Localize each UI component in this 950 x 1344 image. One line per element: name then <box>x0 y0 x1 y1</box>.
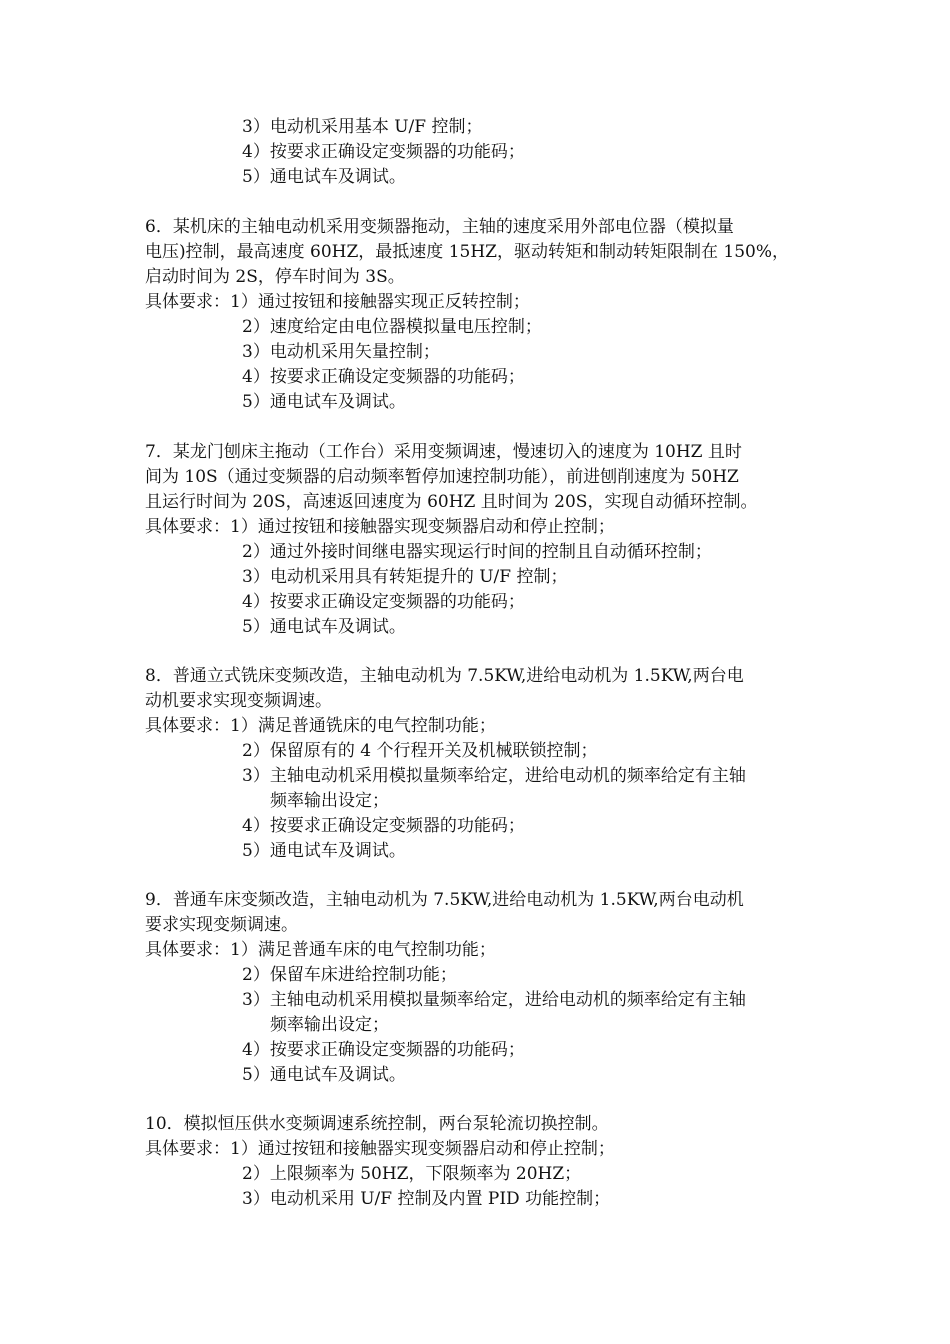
list-item: 4）按要求正确设定变频器的功能码； <box>242 367 525 387</box>
list-item: 4）按要求正确设定变频器的功能码； <box>242 142 525 162</box>
list-item: 5）通电试车及调试。 <box>242 841 406 861</box>
list-item: 4）按要求正确设定变频器的功能码； <box>242 1040 525 1060</box>
question-9-text: 要求实现变频调速。 <box>145 915 298 935</box>
question-10-text: 10．模拟恒压供水变频调速系统控制，两台泵轮流切换控制。 <box>145 1114 609 1134</box>
question-9-requirements: 具体要求：1）满足普通车床的电气控制功能； <box>145 940 496 960</box>
question-8-text: 动机要求实现变频调速。 <box>145 691 332 711</box>
list-item: 3）主轴电动机采用模拟量频率给定，进给电动机的频率给定有主轴 <box>242 990 746 1010</box>
question-7-text: 且运行时间为 20S，高速返回速度为 60HZ 且时间为 20S，实现自动循环控制。 <box>145 492 758 512</box>
question-7-text: 间为 10S（通过变频器的启动频率暂停加速控制功能），前进刨削速度为 50HZ <box>145 467 739 487</box>
question-6-text: 电压)控制，最高速度 60HZ，最抵速度 15HZ，驱动转矩和制动转矩限制在 150%， <box>145 242 789 262</box>
question-8-text: 8．普通立式铣床变频改造，主轴电动机为 7.5KW,进给电动机为 1.5KW,两台电 <box>145 666 744 686</box>
list-item: 5）通电试车及调试。 <box>242 167 406 187</box>
list-item: 2）通过外接时间继电器实现运行时间的控制且自动循环控制； <box>242 542 712 562</box>
list-item: 3）主轴电动机采用模拟量频率给定，进给电动机的频率给定有主轴 <box>242 766 746 786</box>
question-6-requirements: 具体要求：1）通过按钮和接触器实现正反转控制； <box>145 292 530 312</box>
question-6-text: 启动时间为 2S，停车时间为 3S。 <box>145 267 405 287</box>
list-item: 5）通电试车及调试。 <box>242 1065 406 1085</box>
list-item: 4）按要求正确设定变频器的功能码； <box>242 592 525 612</box>
question-10-requirements: 具体要求：1）通过按钮和接触器实现变频器启动和停止控制； <box>145 1139 615 1159</box>
question-7-requirements: 具体要求：1）通过按钮和接触器实现变频器启动和停止控制； <box>145 517 615 537</box>
list-item: 5）通电试车及调试。 <box>242 617 406 637</box>
question-9-text: 9．普通车床变频改造，主轴电动机为 7.5KW,进给电动机为 1.5KW,两台电动机 <box>145 890 744 910</box>
list-item-continuation: 频率输出设定； <box>270 791 389 811</box>
list-item: 3）电动机采用基本 U/F 控制； <box>242 117 483 137</box>
list-item: 3）电动机采用矢量控制； <box>242 342 440 362</box>
question-8-requirements: 具体要求：1）满足普通铣床的电气控制功能； <box>145 716 496 736</box>
list-item: 3）电动机采用具有转矩提升的 U/F 控制； <box>242 567 568 587</box>
list-item: 4）按要求正确设定变频器的功能码； <box>242 816 525 836</box>
list-item: 3）电动机采用 U/F 控制及内置 PID 功能控制； <box>242 1189 611 1209</box>
list-item: 2）上限频率为 50HZ，下限频率为 20HZ； <box>242 1164 582 1184</box>
list-item: 2）速度给定由电位器模拟量电压控制； <box>242 317 542 337</box>
list-item: 5）通电试车及调试。 <box>242 392 406 412</box>
list-item-continuation: 频率输出设定； <box>270 1015 389 1035</box>
list-item: 2）保留车床进给控制功能； <box>242 965 457 985</box>
question-7-text: 7．某龙门刨床主拖动（工作台）采用变频调速，慢速切入的速度为 10HZ 且时 <box>145 442 742 462</box>
list-item: 2）保留原有的 4 个行程开关及机械联锁控制； <box>242 741 598 761</box>
question-6-text: 6．某机床的主轴电动机采用变频器拖动，主轴的速度采用外部电位器（模拟量 <box>145 217 734 237</box>
